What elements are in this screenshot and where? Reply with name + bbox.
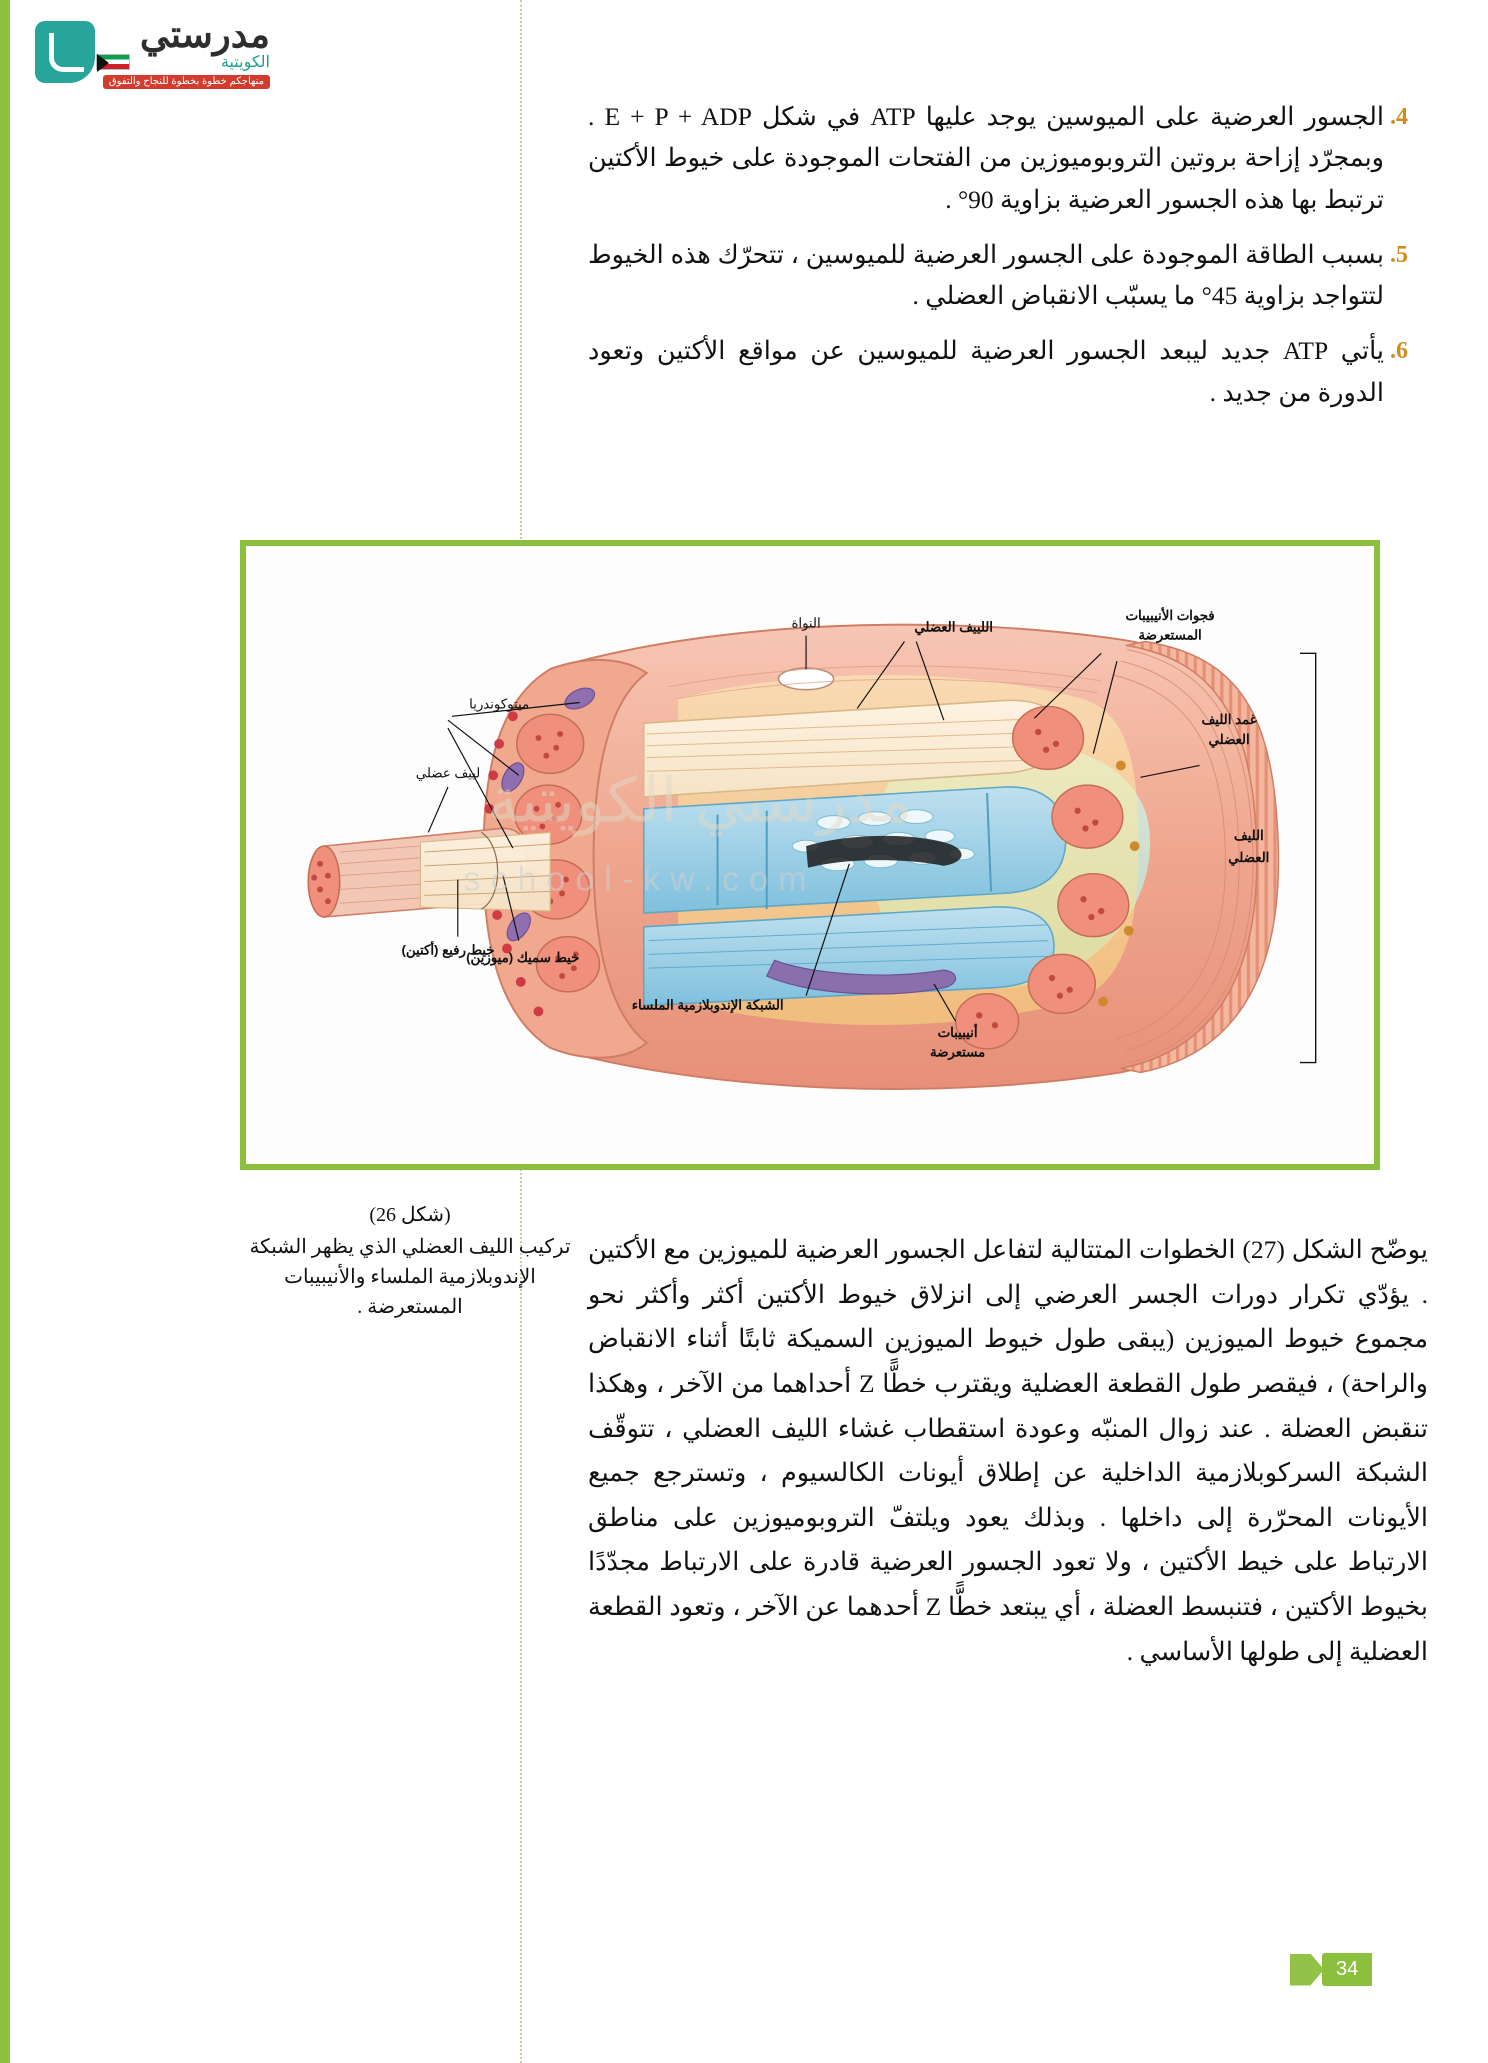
list-item bbox=[588, 330, 1428, 413]
steps-section bbox=[588, 96, 1428, 427]
logo-title: مدرستي bbox=[139, 13, 270, 55]
figure-label-thick-filament: خيط سميك (ميوزين) bbox=[466, 950, 580, 966]
figure-label-sarcoplasmic-reticulum: الشبكة الإندوبلازمية الملساء bbox=[631, 997, 784, 1013]
page-left-rail bbox=[0, 0, 10, 2063]
figure-26-box bbox=[240, 540, 1380, 1170]
logo-subtitle: الكويتية bbox=[220, 53, 270, 71]
figure-label-nucleus: النواة bbox=[791, 615, 821, 631]
logo-mark-icon bbox=[35, 21, 95, 83]
body-paragraph: يوضّح الشكل (27) الخطوات المتتالية لتفاعل الجسور العرضية للميوزين مع الأكتين . يؤدّي تكرار دورات الجسر العرضي إلى انزلاق خيوط الأكتين أكثر وأكثر نحو مجموع خيوط الميوزين (يبقى طول خيوط الميوزين السميكة ثابتًا أثناء الانقباض والراحة) ، فيقصر طول القطعة العضلية ويقترب خطًّا Z أحداهما من الآخر ، وهكذا تنقبض العضلة . عند زوال المنبّه وعودة استقطاب غشاء الليف العضلي ، تتوقّف الشبكة السركوبلازمية الداخلية عن إطلاق أيونات الكالسيوم ، وتسترجع جميع الأيونات المحرّرة إلى داخلها . وبذلك يعود ويلتفّ التروبوميوزين على مناطق الارتباط على خيط الأكتين ، ولا تعود الجسور العرضية قادرة على الارتباط مجدّدًا بخيوط الأكتين ، فتنبسط العضلة ، أي يبتعد خطًّا Z أحدهما عن الآخر ، وتعود القطعة العضلية إلى طولها الأساسي . bbox=[588, 1235, 1428, 1666]
page-number: 34 bbox=[1322, 1953, 1372, 1986]
logo-tagline: منهاجكم خطوة بخطوة للنجاح والتفوق bbox=[103, 75, 270, 89]
figure-label-thin-filament: خيط رفيع (أكتين) bbox=[401, 942, 495, 958]
list-item-text: بسبب الطاقة الموجودة على الجسور العرضية للميوسين ، تتحرّك هذه الخيوط لتتواجد بزاوية 45° ما يسبّب الانقباض العضلي . bbox=[588, 239, 1384, 311]
page-tab-arrow-icon bbox=[1290, 1954, 1324, 1986]
figure-label-muscle-fibril: اللييف العضلي bbox=[914, 619, 993, 635]
figure-label-muscle-fiber-line1: الليف bbox=[1233, 828, 1264, 844]
list-item-number: 6. bbox=[1390, 338, 1408, 365]
figure-26-caption bbox=[245, 1200, 575, 1322]
muscle-fiber-diagram bbox=[251, 551, 1369, 1159]
list-item-text: يأتي ATP جديد ليبعد الجسور العرضية للميوسين عن مواقع الأكتين وتعود الدورة من جديد . bbox=[588, 336, 1384, 407]
figure-label-sarcolemma-line1: غمد الليف bbox=[1201, 712, 1257, 728]
list-item-number: 4. bbox=[1390, 104, 1408, 130]
watermark-latin: school-kw.com bbox=[463, 860, 817, 899]
watermark-arabic: مدرستي الكويتية bbox=[487, 766, 913, 836]
page-number-tab bbox=[1290, 1953, 1372, 1986]
figure-label-tubule-gaps-line2: المستعرضة bbox=[1138, 627, 1202, 643]
site-logo bbox=[40, 8, 270, 96]
logo-text-block bbox=[103, 13, 270, 89]
figure-label-muscle-fiber-line2: العضلي bbox=[1228, 849, 1270, 865]
figure-label-mitochondria: ميتوكوندريا bbox=[469, 696, 530, 712]
list-item bbox=[588, 234, 1428, 317]
figure-caption-text: تركيب الليف العضلي الذي يظهر الشبكة الإندوبلازمية الملساء والأنيبيبات المستعرضة . bbox=[249, 1236, 571, 1318]
figure-26-illustration bbox=[251, 551, 1369, 1159]
figure-label-tubule-gaps-line1: فجوات الأنيبيبات bbox=[1125, 607, 1215, 623]
kuwait-flag-icon bbox=[96, 54, 130, 70]
figure-caption-number: (شكل 26) bbox=[369, 1204, 451, 1226]
figure-label-transverse-tubules-line1: أنيبيبات bbox=[937, 1025, 978, 1041]
figure-label-muscle-fibril-left: لييف عضلي bbox=[415, 765, 481, 781]
figure-label-transverse-tubules-line2: مستعرضة bbox=[930, 1044, 986, 1060]
list-item bbox=[588, 96, 1428, 220]
figure-label-sarcolemma-line2: العضلي bbox=[1208, 731, 1250, 747]
list-item-text: الجسور العرضية على الميوسين يوجد عليها ATP في شكل E + P + ADP . وبمجرّد إزاحة بروتين التروبوميوزين من الفتحات الموجودة على خيوط الأكتين ترتبط بها هذه الجسور العرضية بزاوية 90° . bbox=[588, 102, 1384, 214]
list-item-number: 5. bbox=[1390, 241, 1408, 268]
steps-list bbox=[588, 96, 1428, 413]
